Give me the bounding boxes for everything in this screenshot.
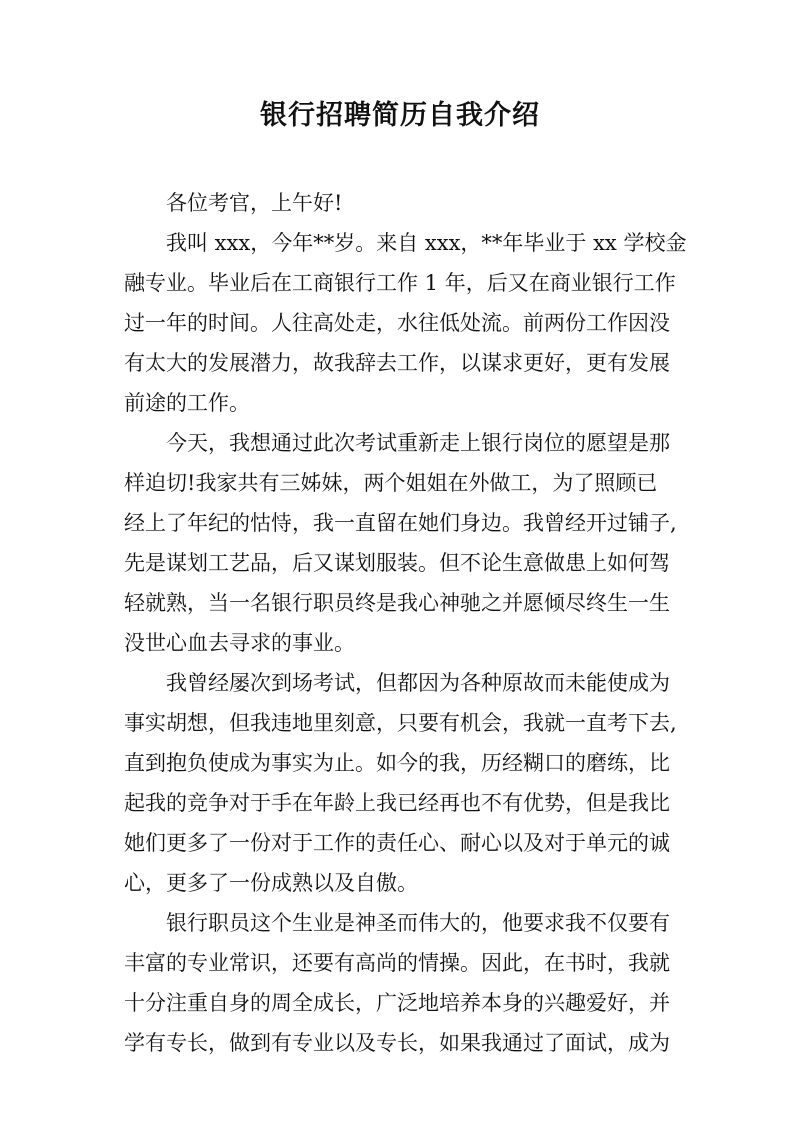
paragraph-motivation-line: 样迫切!我家共有三姊妹，两个姐姐在外做工，为了照顾已 [124, 471, 658, 495]
paragraph-intro-line: 融专业。毕业后在工商银行工作 1 年，后又在商业银行工作 [124, 271, 676, 295]
paragraph-profession-line: 学有专长，做到有专业以及专长，如果我通过了面试，成为 [124, 1031, 670, 1055]
paragraph-persistence-line: 起我的竞争对于手在年龄上我已经再也不有优势，但是我比 [124, 791, 670, 815]
paragraph-persistence-line: 事实胡想，但我违地里刻意，只要有机会，我就一直考下去, [124, 711, 677, 735]
paragraph-greeting-line: 各位考官，上午好! [166, 191, 343, 215]
paragraph-motivation-line: 今天，我想通过此次考试重新走上银行岗位的愿望是那 [166, 431, 670, 455]
paragraph-intro-line: 我叫 xxx，今年**岁。来自 xxx，**年毕业于 xx 学校金 [166, 231, 687, 255]
paragraph-motivation-line: 经上了年纪的怙恃，我一直留在她们身边。我曾经开过铺子, [124, 511, 677, 535]
document-title: 银行招聘简历自我介绍 [260, 100, 540, 131]
paragraph-intro-line: 有太大的发展潜力，故我辞去工作，以谋求更好，更有发展 [124, 351, 670, 375]
paragraph-persistence-line: 我曾经屡次到场考试，但都因为各种原故而未能使成为 [166, 671, 670, 695]
paragraph-intro-line: 前途的工作。 [124, 391, 250, 415]
paragraph-motivation-line: 先是谋划工艺品，后又谋划服装。但不论生意做患上如何驾 [124, 551, 670, 575]
paragraph-profession-line: 银行职员这个生业是神圣而伟大的，他要求我不仅要有 [166, 911, 670, 935]
paragraph-motivation-line: 没世心血去寻求的事业。 [124, 631, 355, 655]
paragraph-profession-line: 十分注重自身的周全成长，广泛地培养本身的兴趣爱好，并 [124, 991, 670, 1015]
paragraph-persistence-line: 心，更多了一份成熟以及自傲。 [124, 871, 418, 895]
paragraph-intro-line: 过一年的时间。人往高处走，水往低处流。前两份工作因没 [124, 311, 670, 335]
paragraph-persistence-line: 她们更多了一份对于工作的责任心、耐心以及对于单元的诚 [124, 831, 670, 855]
paragraph-motivation-line: 轻就熟，当一名银行职员终是我心神驰之并愿倾尽终生一生 [124, 591, 670, 615]
paragraph-persistence-line: 直到抱负使成为事实为止。如今的我，历经糊口的磨练，比 [124, 751, 670, 775]
paragraph-profession-line: 丰富的专业常识，还要有高尚的情操。因此，在书时，我就 [124, 951, 670, 975]
